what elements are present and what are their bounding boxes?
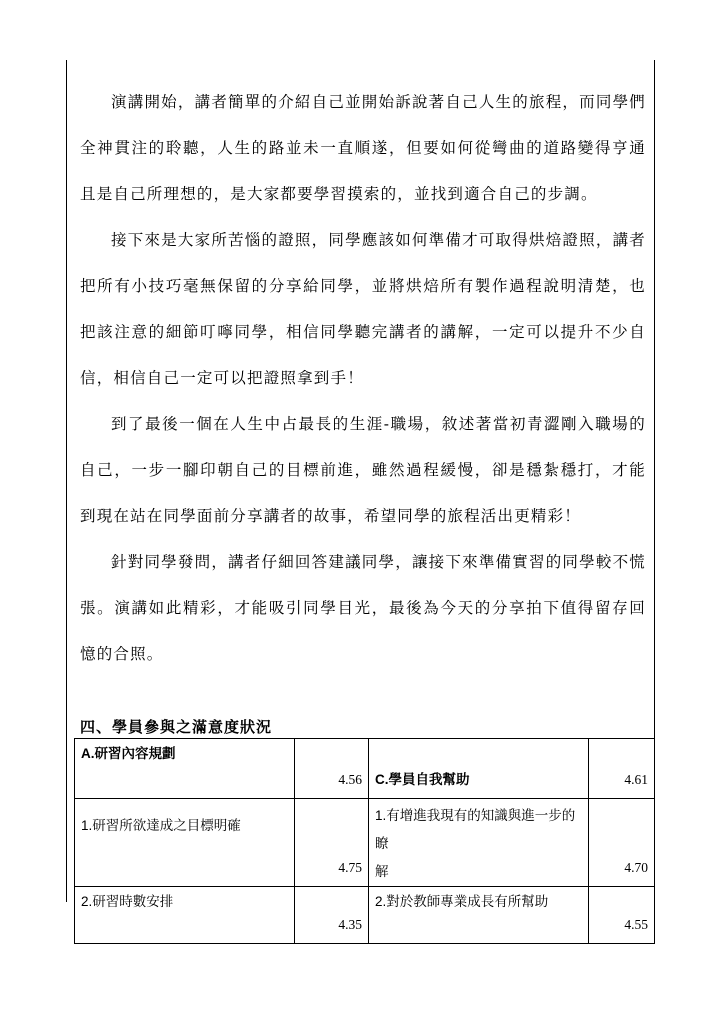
item-c1-score: 4.70 xyxy=(589,799,655,887)
item-a1-score: 4.75 xyxy=(295,799,369,887)
item-c1-label-line1: 1.有增進我現有的知識與進一步的瞭 xyxy=(375,808,576,851)
table-row xyxy=(75,799,655,887)
item-a2-score: 4.35 xyxy=(295,887,369,944)
table-header-row xyxy=(75,739,655,799)
item-c1-label xyxy=(369,799,589,887)
paragraph-speech-opening: 演講開始，講者簡單的介紹自己並開始訴說著自己人生的旅程，而同學們全神貫注的聆聽，人生的路並未一直順遂，但要如何從彎曲的道路變得亨通且是自己所理想的，是大家都要學習摸索的，並找到適合自己的步調。 xyxy=(80,93,646,203)
paragraph-certification: 接下來是大家所苦惱的證照，同學應該如何準備才可取得烘焙證照，講者把所有小技巧毫無保留的分享給同學，並將烘焙所有製作過程說明清楚，也把該注意的細節叮嚀同學，相信同學聽完講者的講解，一定可以提升不少自信，相信自己一定可以把證照拿到手！ xyxy=(80,231,646,387)
item-c1-label-line2: 解 xyxy=(375,864,389,879)
paragraph-career: 到了最後一個在人生中占最長的生涯-職場，敘述著當初青澀剛入職場的自己，一步一腳印朝自己的目標前進，雖然過程緩慢，卻是穩紮穩打，才能到現在站在同學面前分享講者的故事，希望同學的旅程活出更精彩！ xyxy=(80,415,646,525)
item-c2-label: 2.對於教師專業成長有所幫助 xyxy=(369,887,589,944)
category-a-score: 4.56 xyxy=(295,739,369,799)
item-a2-label: 2.研習時數安排 xyxy=(75,887,295,944)
item-c2-score: 4.55 xyxy=(589,887,655,944)
section-title-satisfaction: 四、學員參與之滿意度狀況 xyxy=(80,718,273,736)
category-a-label: A.研習內容規劃 xyxy=(75,739,295,799)
table-row xyxy=(75,887,655,944)
item-a1-label: 1.研習所欲達成之目標明確 xyxy=(75,799,295,887)
satisfaction-table xyxy=(74,738,655,944)
paragraph-qa-closing: 針對同學發問，講者仔細回答建議同學，讓接下來準備實習的同學較不慌張。演講如此精彩，才能吸引同學目光，最後為今天的分享拍下值得留存回憶的合照。 xyxy=(80,553,646,663)
category-c-score: 4.61 xyxy=(589,739,655,799)
page-frame-left-border xyxy=(66,60,67,902)
category-c-label: C.學員自我幫助 xyxy=(369,739,589,799)
